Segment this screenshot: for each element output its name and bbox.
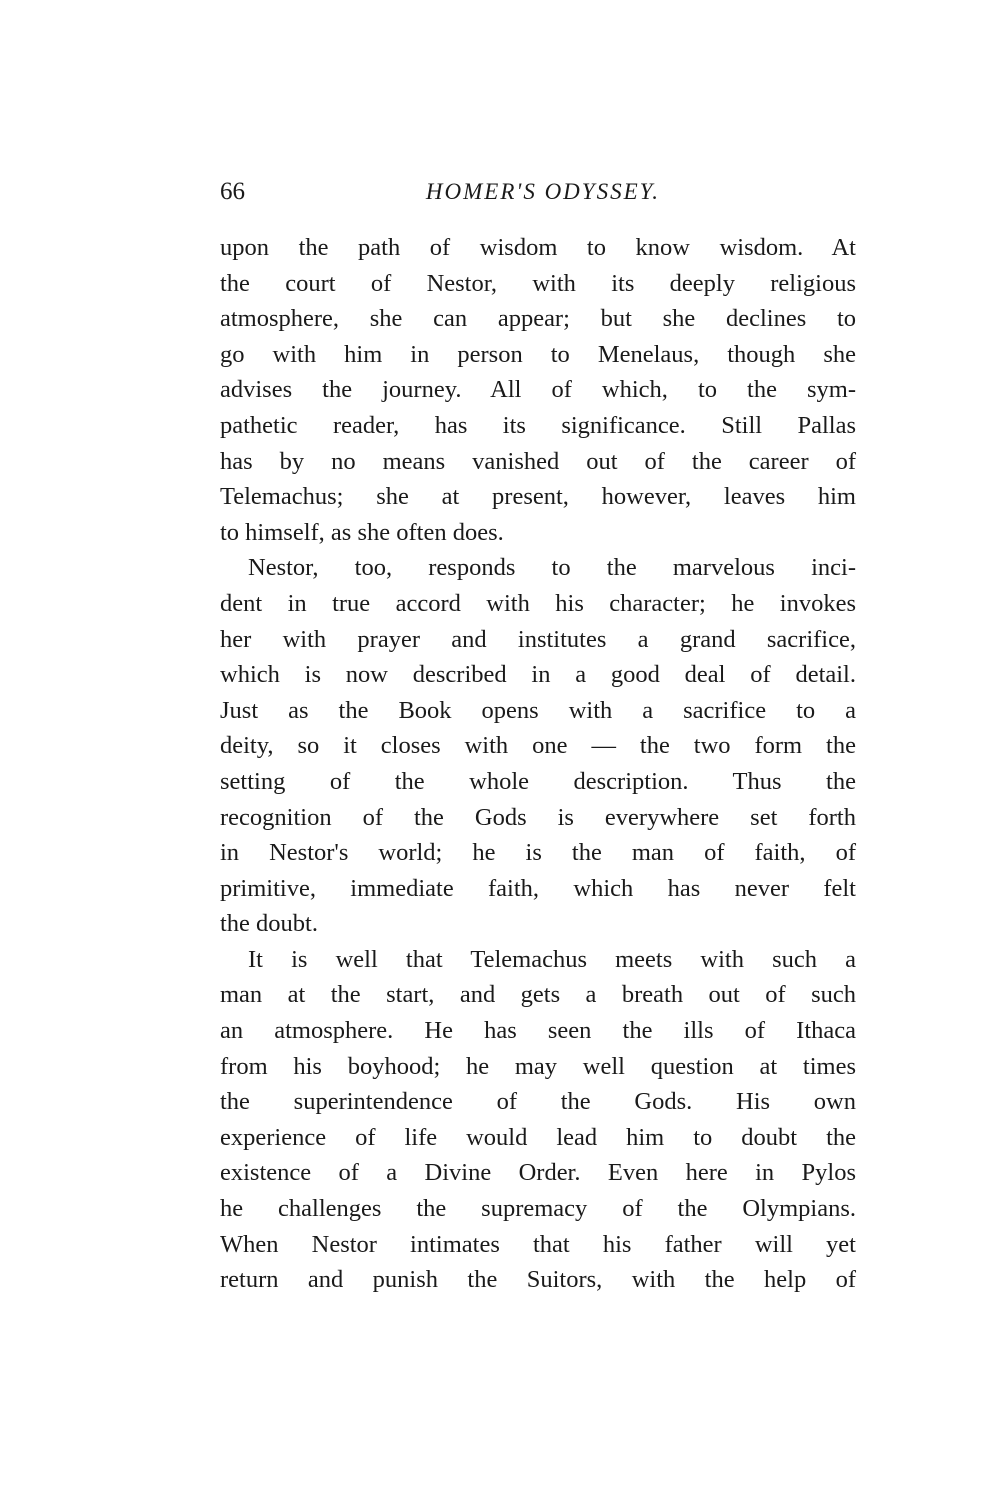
text-line: which is now described in a good deal of detail.	[220, 661, 856, 689]
text-line: in Nestor's world; he is the man of faith, of	[220, 839, 856, 867]
running-head	[220, 177, 860, 207]
text-line: When Nestor intimates that his father will yet	[220, 1230, 856, 1258]
text-line: to himself, as she often does.	[220, 518, 504, 546]
text-line: an atmosphere. He has seen the ills of Ithaca	[220, 1017, 856, 1045]
body-text	[220, 230, 856, 1298]
text-line: primitive, immediate faith, which has never felt	[220, 874, 856, 902]
text-line: man at the start, and gets a breath out of such	[220, 981, 856, 1009]
text-line: has by no means vanished out of the career of	[220, 447, 856, 475]
paragraph-2	[220, 550, 856, 942]
paragraph-1	[220, 230, 856, 550]
text-line: deity, so it closes with one — the two form the	[220, 732, 856, 760]
text-line: pathetic reader, has its significance. Still Pallas	[220, 411, 856, 439]
text-line: the superintendence of the Gods. His own	[220, 1088, 856, 1116]
text-line: upon the path of wisdom to know wisdom. At	[220, 234, 856, 261]
text-line: It is well that Telemachus meets with such a	[248, 945, 856, 973]
text-line: atmosphere, she can appear; but she declines to	[220, 305, 856, 333]
paragraph-3	[220, 942, 856, 1298]
text-line: he challenges the supremacy of the Olympians.	[220, 1195, 856, 1223]
text-line: existence of a Divine Order. Even here in Pylos	[220, 1159, 856, 1187]
text-line: Telemachus; she at present, however, leaves him	[220, 483, 856, 511]
text-line: the doubt.	[220, 910, 318, 938]
text-line: her with prayer and institutes a grand sacrifice,	[220, 625, 856, 653]
running-title: HOMER'S ODYSSEY.	[425, 179, 661, 204]
text-line: from his boyhood; he may well question at times	[220, 1052, 856, 1080]
text-line: Nestor, too, responds to the marvelous inci-	[248, 554, 856, 582]
text-line: dent in true accord with his character; he invokes	[220, 589, 856, 617]
text-line: the court of Nestor, with its deeply religious	[220, 269, 856, 297]
text-line: setting of the whole description. Thus the	[220, 767, 856, 795]
text-line: advises the journey. All of which, to the sym-	[220, 376, 856, 404]
text-line: experience of life would lead him to doubt the	[220, 1123, 856, 1151]
text-line: return and punish the Suitors, with the help of	[220, 1266, 856, 1294]
text-line: go with him in person to Menelaus, though she	[220, 340, 856, 368]
page-number: 66	[220, 178, 245, 205]
text-line: recognition of the Gods is everywhere set forth	[220, 803, 856, 831]
text-line: Just as the Book opens with a sacrifice to a	[220, 696, 856, 724]
